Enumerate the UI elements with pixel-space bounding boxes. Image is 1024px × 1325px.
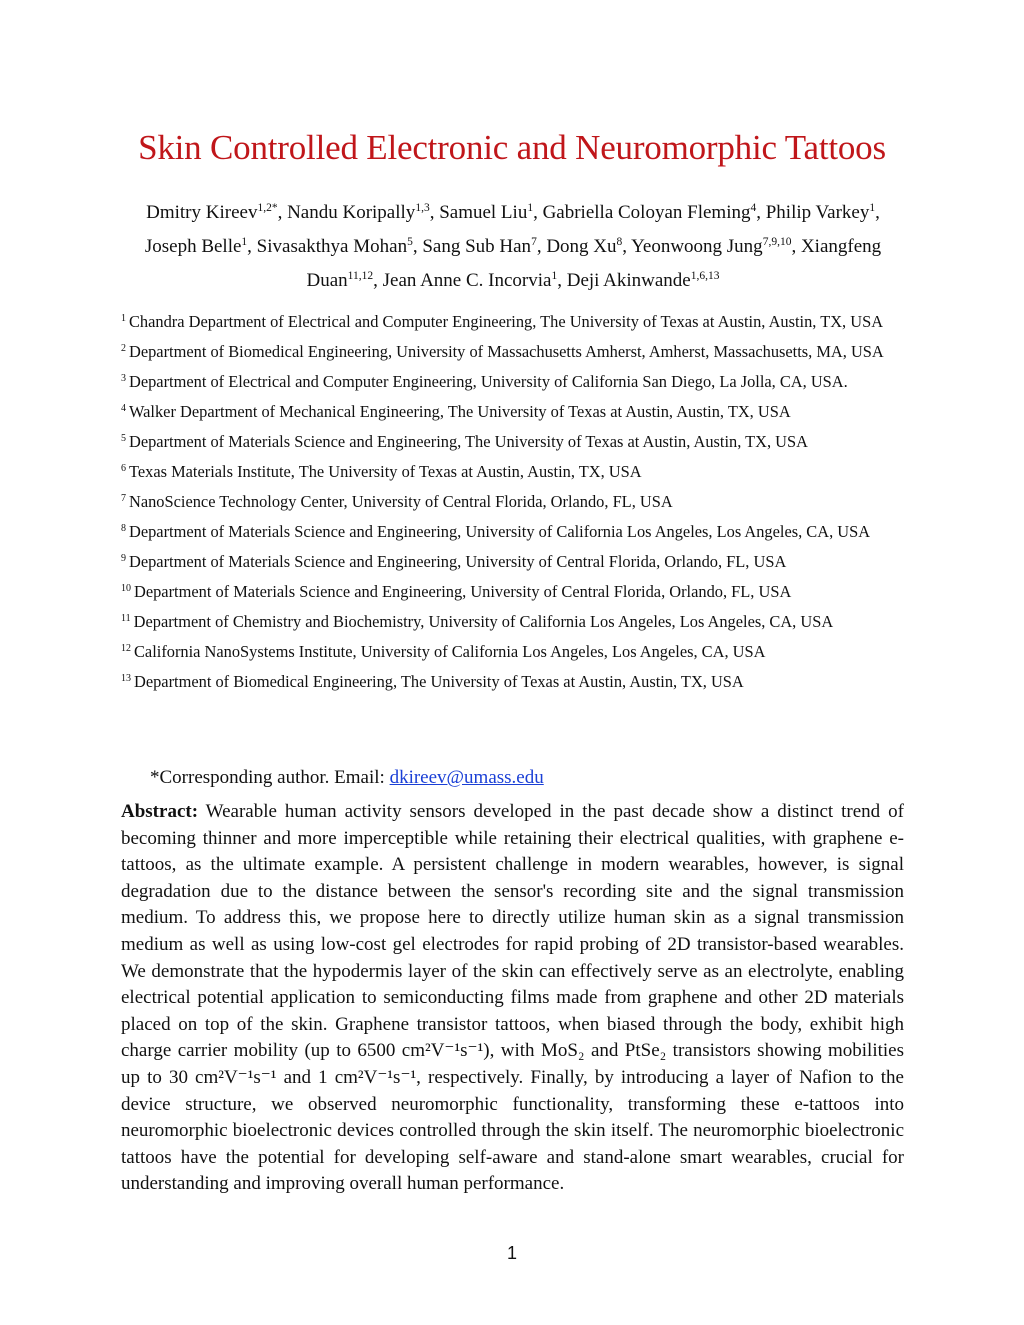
affiliation: $^{12}$ California NanoSystems Institute, University of California Los Angeles, Los Angeles, CA, USA	[121, 642, 766, 661]
affiliation: $^{10}$ Department of Materials Science and Engineering, University of Central Florida, Orlando, FL, USA	[121, 582, 792, 601]
author: Dong Xu$^8$,	[546, 236, 632, 257]
abstract	[121, 799, 904, 1198]
author: Sivasakthya Mohan$^5$,	[256, 236, 423, 257]
affiliation: $^5$ Department of Materials Science and Engineering, The University of Texas at Austin, Austin, TX, USA	[121, 432, 808, 451]
corresponding-label: *Corresponding author. Email:	[150, 767, 390, 788]
author: Jean Anne C. Incorvia$^1$,	[382, 270, 567, 291]
affiliation: $^4$ Walker Department of Mechanical Engineering, The University of Texas at Austin, Austin, TX, USA	[121, 402, 791, 421]
author: Dmitry Kireev$^{1,2*}$,	[146, 202, 288, 223]
author: Philip Varkey$^1$,	[765, 202, 880, 223]
affiliation: $^1$ Chandra Department of Electrical and Computer Engineering, The University of Texas at Austin, Austin, TX, USA	[121, 312, 884, 331]
affiliation: $^6$ Texas Materials Institute, The University of Texas at Austin, Austin, TX, USA	[121, 462, 642, 481]
corresponding-author	[150, 767, 544, 789]
author: Sang Sub Han$^7$,	[422, 236, 547, 257]
affiliation: $^2$ Department of Biomedical Engineering, University of Massachusetts Amherst, Amherst, Massachusetts, MA, USA	[121, 342, 884, 361]
abstract-text: Wearable human activity sensors developed in the past decade show a distinct trend of becoming thinner and more imperceptible while retaining their electrical qualities, with graphene e-tattoos, as the ultimate example. A persistent challenge in modern wearables, however, is signal degradation due to the distance between the sensor's recording site and the signal transmission medium. To address this, we propose here to directly utilize human skin as a signal transmission medium as well as using low-cost gel electrodes for rapid probing of 2D transistor-based wearables. We demonstrate that the hypodermis layer of the skin can effectively serve as an electrolyte, enabling electrical potential application to semiconducting films made from graphene and other 2D materials placed on top of the skin. Graphene transistor tattoos, when biased through the body, exhibit high charge carrier mobility (up to 6500 cm²V⁻¹s⁻¹), with MoS₂ and PtSe₂ transistors showing mobilities up to 30 cm²V⁻¹s⁻¹ and 1 cm²V⁻¹s⁻¹, respectively. Finally, by introducing a layer of Nafion to the device structure, we observed neuromorphic functionality, transforming these e-tattoos into neuromorphic bioelectronic devices controlled through the skin itself. The neuromorphic bioelectronic tattoos have the potential for developing self-aware and stand-alone smart wearables, crucial for understanding and improving overall human performance.	[121, 801, 904, 1195]
affiliation: $^9$ Department of Materials Science and Engineering, University of Central Florida, Orlando, FL, USA	[121, 552, 787, 571]
paper-title: Skin Controlled Electronic and Neuromorphic Tattoos	[138, 128, 886, 167]
affiliation: $^8$ Department of Materials Science and Engineering, University of California Los Angeles, Los Angeles, CA, USA	[121, 522, 871, 541]
affiliation: $^7$ NanoScience Technology Center, University of Central Florida, Orlando, FL, USA	[121, 492, 673, 511]
abstract-heading: Abstract:	[121, 801, 199, 822]
author: Gabriella Coloyan Fleming$^4$,	[542, 202, 766, 223]
author: Deji Akinwande$^{1,6,13}$	[566, 270, 720, 291]
author: Samuel Liu$^1$,	[439, 202, 543, 223]
affiliation: $^{13}$ Department of Biomedical Engineering, The University of Texas at Austin, Austin, TX, USA	[121, 672, 744, 691]
affiliation: $^3$ Department of Electrical and Computer Engineering, University of California San Diego, La Jolla, CA, USA.	[121, 372, 848, 391]
email-link[interactable]: dkireev@umass.edu	[389, 767, 544, 788]
author: Nandu Koripally$^{1,3}$,	[287, 202, 440, 223]
affiliation-list	[121, 312, 911, 702]
affiliation: $^{11}$ Department of Chemistry and Biochemistry, University of California Los Angeles, Los Angeles, CA, USA	[121, 612, 834, 631]
author: Yeonwoong Jung$^{7,9,10}$,	[631, 236, 801, 257]
author: Joseph Belle$^1$,	[144, 236, 257, 257]
author: Xiangfeng Duan$^{11,12}$,	[306, 236, 882, 291]
author-list	[118, 196, 908, 298]
page-number: 1	[506, 1243, 517, 1263]
